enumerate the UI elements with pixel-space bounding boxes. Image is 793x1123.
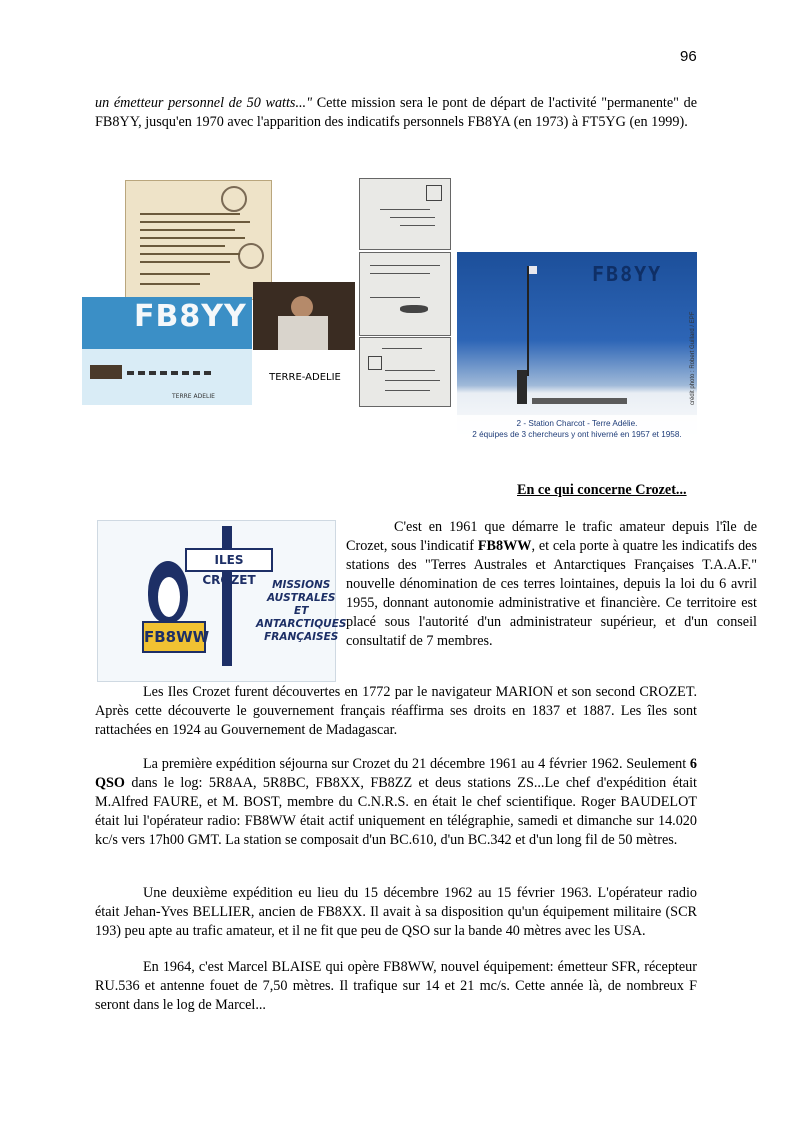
text-span: La première expédition séjourna sur Crozet du 21 décembre 1961 au 4 février 1962. Seulement bbox=[143, 756, 690, 772]
second-expedition-paragraph: Une deuxième expédition eu lieu du 15 décembre 1962 au 15 février 1963. L'opérateur radio était Jehan-Yves BELLIER, ancien de FB8XX. Il avait à sa disposition qu'un équipement militaire (SCR 193) peu apte au trafic amateur, et il ne fit que peu de QSO sur la bande 40 mètres avec les USA. bbox=[95, 885, 697, 939]
crozet-sign: ILES CROZET bbox=[185, 548, 273, 572]
text-span: , et cela porte à quatre les indicatifs des stations des "Terres Australes et Antarctiques Françaises T.A.A.F." nouvelle dénomination de ces terres lointaines, depuis la loi du 6 avril 1955, donnant autonomie administrative et financière. Ce territoire est placé sous l'autorité d'un administrateur supérieur, et d'un conseil consultatif de 7 membres. bbox=[346, 538, 758, 649]
telegram-image bbox=[125, 180, 272, 300]
fb8yy-qsl-card bbox=[82, 297, 252, 405]
crozet-card-text bbox=[256, 579, 346, 644]
1964-paragraph: En 1964, c'est Marcel BLAISE qui opère FB8WW, nouvel équipement: émetteur SFR, récepteur RU.536 et antenne fouet de 7,50 mètres. Il trafique sur 14 et 21 mc/s. Cette année là, de nombreux F seront dans le log de Marcel... bbox=[95, 959, 697, 1013]
caption-line: 2 équipes de 3 chercheurs y ont hiverné en 1957 et 1958. bbox=[472, 430, 682, 439]
intro-text: Cette mission sera le pont de départ de l'activité "permanente" de FB8YY, jusqu'en 1970 avec l'apparition des indicatifs personnels FB8YA (en 1973) à FT5YG (en 1999). bbox=[95, 95, 697, 130]
page-number: 96 bbox=[680, 48, 697, 65]
discovery-paragraph: Les Iles Crozet furent découvertes en 1772 par le navigateur MARION et son second CROZET. Après cette découverte le gouvernement français réaffirma ses droits en 1837 et 1887. Les îles sont rattachées en 1924 au Gouvernement de Madagascar. bbox=[95, 684, 697, 738]
section-heading: En ce qui concerne Crozet... bbox=[517, 482, 687, 498]
card-text-line: MISSIONS bbox=[272, 579, 331, 591]
caption-line: 2 - Station Charcot - Terre Adélie. bbox=[516, 419, 638, 428]
card-text-line: AUSTRALES bbox=[266, 592, 336, 604]
first-expedition-paragraph bbox=[95, 755, 697, 850]
callsign-bold: FB8WW bbox=[477, 538, 532, 554]
card-text-line: FRANÇAISES bbox=[264, 631, 339, 643]
penguin-illustration bbox=[148, 561, 188, 623]
text-span: dans le log: 5R8AA, 5R8BC, FB8XX, FB8ZZ et deus stations ZS...Le chef d'expédition était M.Alfred FAURE, et M. BOST, membre du C.N.R.S. en était le chef scientifique. Roger BAUDELOT était lui l'opérateur radio: FB8WW était actif uniquement en télégraphie, samedi et dimanche sur 14.020 kc/s vers 17h00 GMT. La station se composait d'un BC.610, d'un BC.342 et d'un long fil de 50 mètres. bbox=[95, 775, 697, 848]
postmark-stamp bbox=[238, 243, 264, 269]
postal-card-envelope bbox=[359, 178, 451, 250]
text-span: C'est en 1961 que démarre le trafic amateur depuis l'île de Crozet, sous l'indicatif bbox=[346, 519, 757, 554]
postal-card-expedition bbox=[359, 252, 451, 336]
crozet-plaque: FB8WW bbox=[142, 621, 206, 653]
postmark-stamp bbox=[221, 186, 247, 212]
crozet-paragraph bbox=[346, 518, 757, 651]
crozet-qsl-card bbox=[97, 520, 347, 682]
photo-credit: crédit photo : Robert Guillard / EPF bbox=[690, 311, 696, 405]
qsl-subtitle: TERRE ADELIE bbox=[172, 393, 215, 400]
radio-operator-photo bbox=[253, 282, 355, 350]
station-charcot-photo bbox=[457, 252, 697, 448]
card-text-line: ET bbox=[294, 605, 309, 617]
card-text-line: ANTARCTIQUES bbox=[256, 618, 347, 630]
qsl-callsign: FB8YY bbox=[134, 299, 247, 334]
photo-caption bbox=[457, 415, 697, 448]
photo-callsign: FB8YY bbox=[592, 262, 663, 286]
intro-paragraph bbox=[95, 94, 697, 132]
intro-quote: un émetteur personnel de 50 watts..." bbox=[95, 95, 313, 111]
postal-card-address bbox=[359, 337, 451, 407]
qso-bold: 6 QSO bbox=[95, 756, 697, 791]
terre-adelie-label: TERRE-ADELIE bbox=[269, 372, 341, 383]
